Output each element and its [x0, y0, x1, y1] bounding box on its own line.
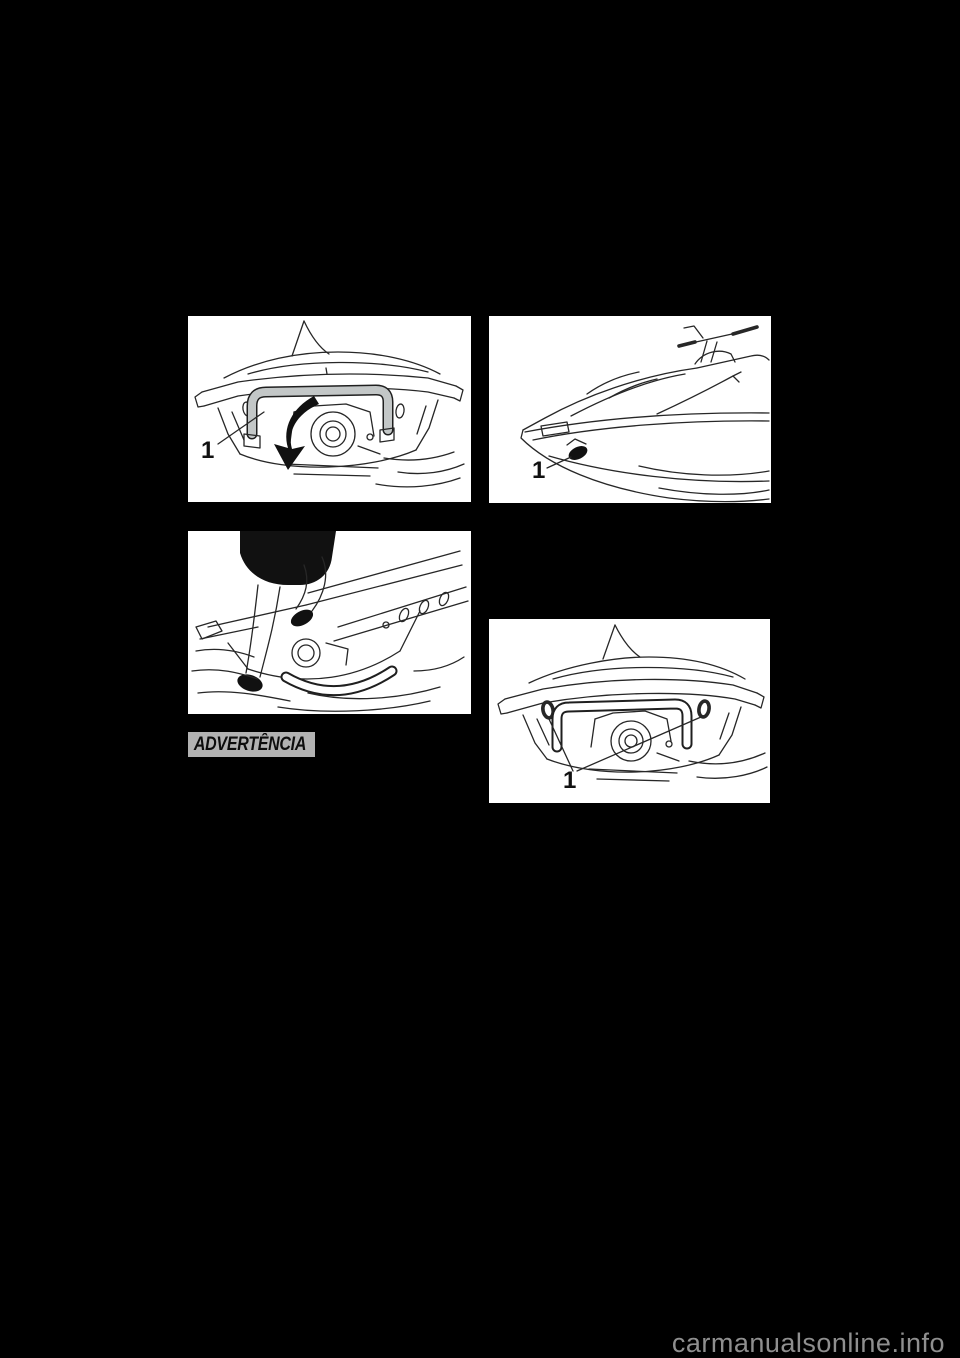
warning-label — [188, 732, 315, 757]
callout-step: 1 — [201, 437, 215, 464]
step-flip-down-illustration — [188, 316, 471, 502]
warning-label-text: ADVERTÊNCIA — [193, 733, 307, 755]
figure-boarding-stern — [188, 531, 471, 714]
stern-eyes-illustration — [489, 619, 770, 803]
callout-stern-eyes: 1 — [563, 767, 577, 794]
figure-bow-eye — [489, 316, 771, 503]
figure-step-flip-down — [188, 316, 471, 502]
boarding-illustration — [188, 531, 471, 714]
callout-bow-eye: 1 — [532, 457, 546, 484]
figure-stern-eyes — [489, 619, 770, 803]
watermark-text: carmanualsonline.info — [671, 1328, 945, 1358]
